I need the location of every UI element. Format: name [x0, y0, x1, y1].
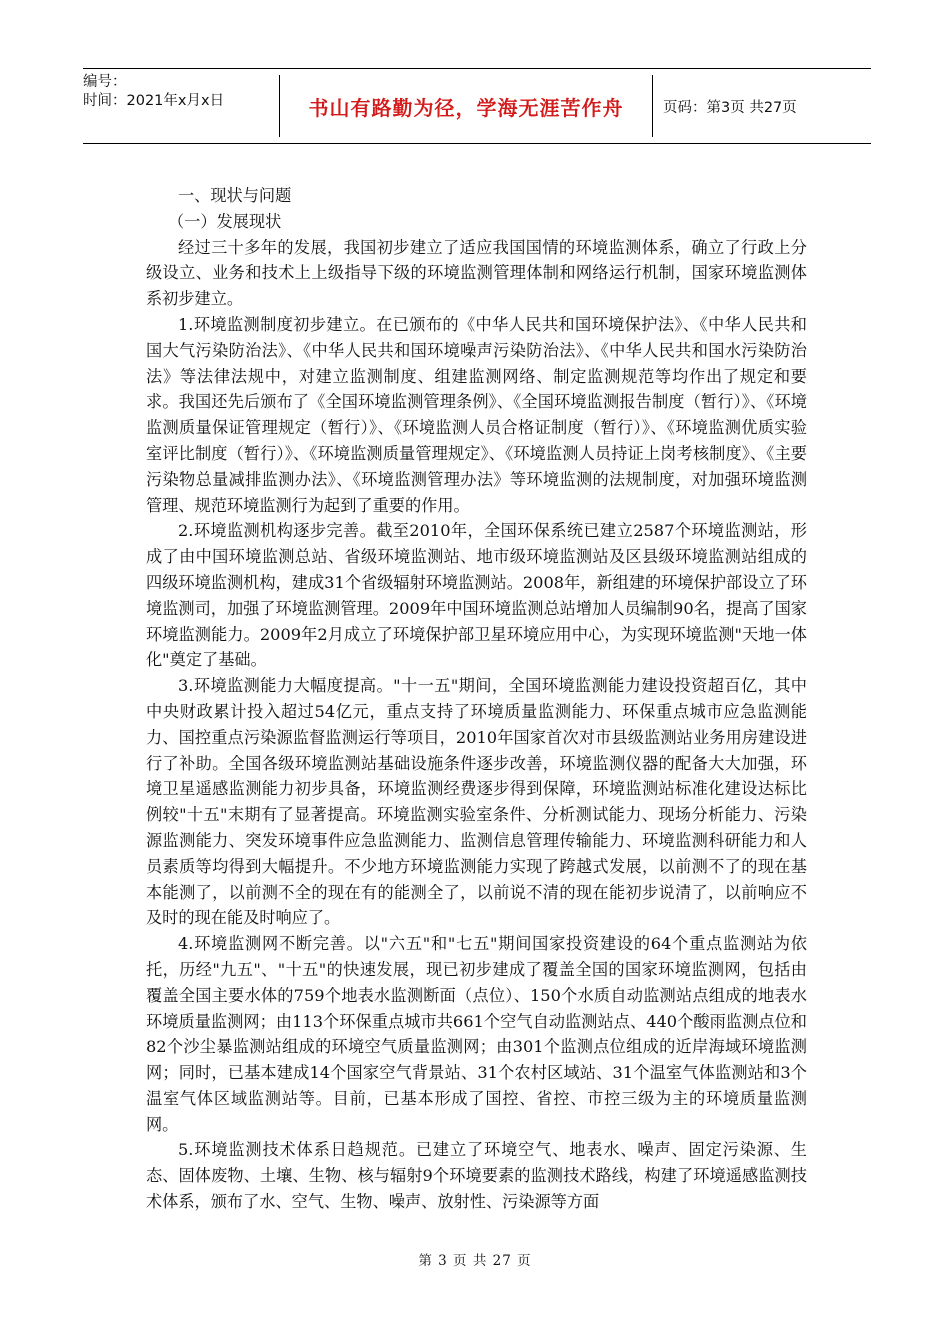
paragraph-monitoring-network: 4.环境监测网不断完善。以"六五"和"七五"期间国家投资建设的64个重点监测站为依托，历经"九五"、"十五"的快速发展，现已初步建成了覆盖全国的国家环境监测网，包括由覆盖全国主要水体的759个地表水监测断面（点位）、150个水质自动监测站点组成的地表水环境质量监测网；由113个环保重点城市共661个空气自动监测站点、440个酸雨监测点位和82个沙尘暴监测站组成的环境空气质量监测网；由301个监测点位组成的近岸海域环境监测网；同时，已基本建成14个国家空气背景站、31个农村区域站、31个温室气体监测站和3个温室气体区域监测站等。目前，已基本形成了国控、省控、市控三级为主的环境质量监测网。: [146, 934, 807, 1134]
section-title: 一、现状与问题: [178, 186, 292, 205]
header-page-info: 页码：第3页 共27页: [663, 99, 797, 116]
paragraph-monitoring-institutions: 2.环境监测机构逐步完善。截至2010年，全国环保系统已建立2587个环境监测站，形成了由中国环境监测总站、省级环境监测站、地市级环境监测站及区县级环境监测站组成的四级环境监测机构，建成31个省级辐射环境监测站。2008年，新组建的环境保护部设立了环境监测司，加强了环境监测管理。2009年中国环境监测总站增加人员编制90名，提高了国家环境监测能力。2009年2月成立了环境保护部卫星环境应用中心，为实现环境监测"天地一体化"奠定了基础。: [146, 521, 807, 670]
document-time-label: 时间：2021年x月x日: [83, 93, 225, 109]
paragraph-intro: 经过三十多年的发展，我国初步建立了适应我国国情的环境监测体系，确立了行政上分级设立、业务和技术上上级指导下级的环境监测管理体制和网络运行机制，国家环境监测体系初步建立。: [146, 237, 807, 309]
header-motto-box: [279, 75, 653, 137]
paragraph-monitoring-system: 1.环境监测制度初步建立。在已颁布的《中华人民共和国环境保护法》、《中华人民共和国大气污染防治法》、《中华人民共和国环境噪声污染防治法》、《中华人民共和国水污染防治法》等法律法规中，对建立监测制度、组建监测网络、制定监测规范等均作出了规定和要求。我国还先后颁布了《全国环境监测管理条例》、《全国环境监测报告制度（暂行）》、《环境监测质量保证管理规定（暂行）》、《环境监测人员合格证制度（暂行）》、《环境监测优质实验室评比制度（暂行）》、《环境监测质量管理规定》、《环境监测人员持证上岗考核制度》、《主要污染物总量减排监测办法》、《环境监测管理办法》等环境监测的法规制度，对加强环境监测管理、规范环境监测行为起到了重要的作用。: [146, 314, 807, 515]
page-footer: 第 3 页 共 27 页: [418, 1253, 532, 1269]
page-header: [83, 68, 871, 144]
subsection-title: （一）发展现状: [168, 211, 282, 231]
document-body: [146, 183, 807, 1215]
header-meta: [83, 69, 279, 143]
header-motto: 书山有路勤为径，学海无涯苦作舟: [308, 95, 624, 120]
paragraph-technical-system: 5.环境监测技术体系日趋规范。已建立了环境空气、地表水、噪声、固定污染源、生态、固体废物、土壤、生物、核与辐射9个环境要素的监测技术路线，构建了环境遥感监测技术体系，颁布了水、空气、生物、噪声、放射性、污染源等方面: [146, 1140, 807, 1212]
document-number-label: 编号：: [83, 74, 127, 90]
paragraph-monitoring-capacity: 3.环境监测能力大幅度提高。"十一五"期间，全国环境监测能力建设投资超百亿，其中中央财政累计投入超过54亿元，重点支持了环境质量监测能力、环保重点城市应急监测能力、国控重点污染源监督监测运行等项目，2010年国家首次对市县级监测站业务用房建设进行了补助。全国各级环境监测站基础设施条件逐步改善，环境监测仪器的配备大大加强，环境卫星遥感监测能力初步具备，环境监测经费逐步得到保障，环境监测站标准化建设达标比例较"十五"末期有了显著提高。环境监测实验室条件、分析测试能力、现场分析能力、污染源监测能力、突发环境事件应急监测能力、监测信息管理传输能力、环境监测科研能力和人员素质等均得到大幅提升。不少地方环境监测能力实现了跨越式发展，以前测不了的现在基本能测了，以前测不全的现在有的能测全了，以前说不清的现在能初步说清了，以前响应不及时的现在能及时响应了。: [146, 676, 807, 928]
